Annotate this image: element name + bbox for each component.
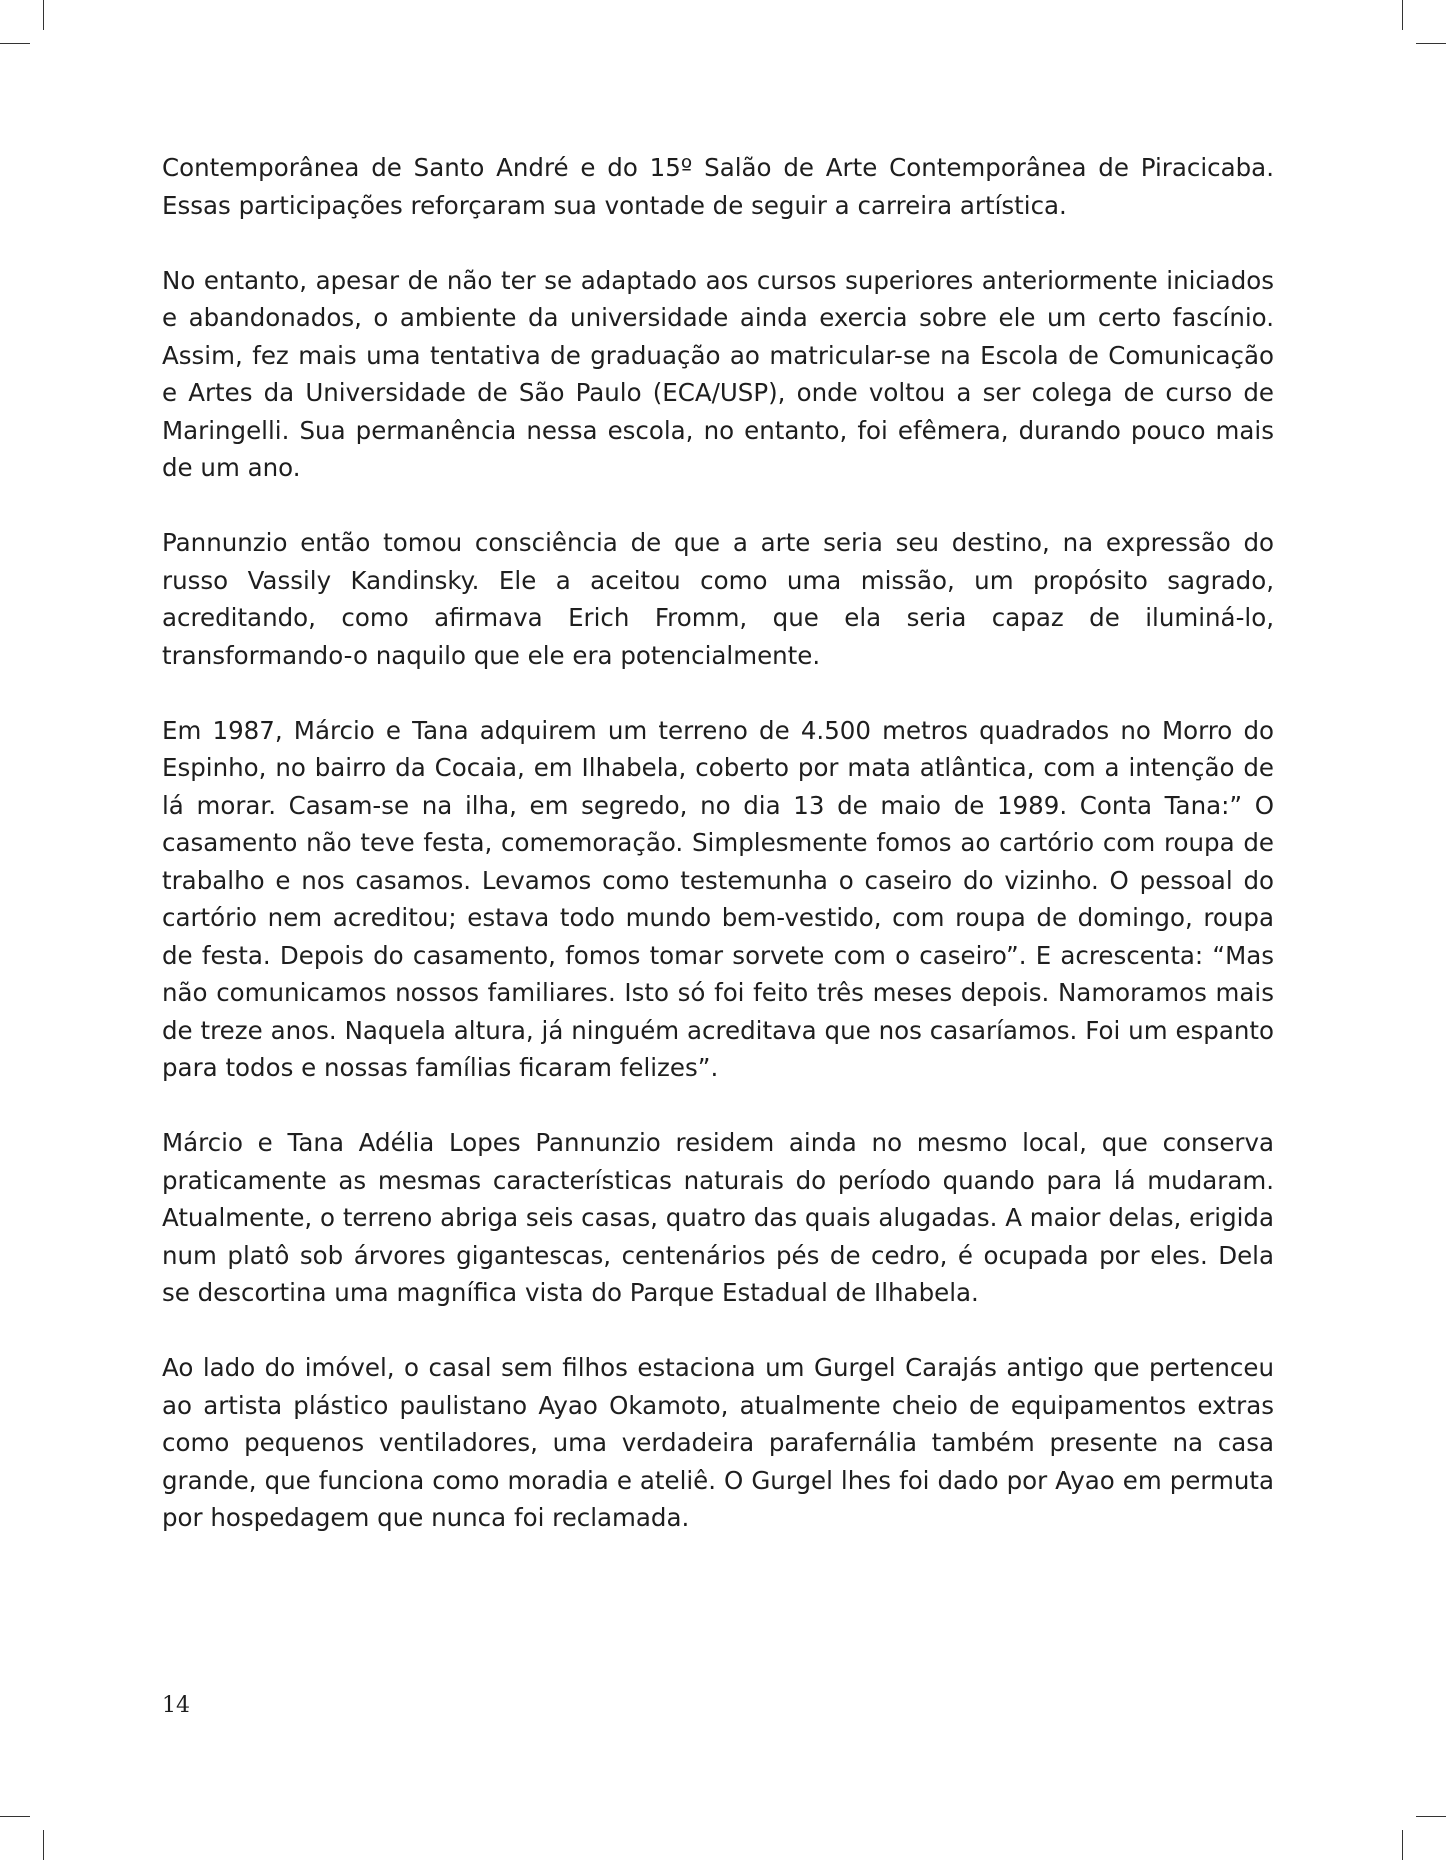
crop-mark-bottom-left-horizontal [0, 1816, 30, 1817]
crop-mark-top-left-vertical [43, 0, 44, 30]
paragraph: Pannunzio então tomou consciência de que a arte seria seu destino, na expressão do russo Vassily Kandinsky. Ele a aceitou como uma missão, um propósito sagrado, acreditando, como afirmava Erich Fromm, que ela seria capaz de iluminá-lo, transformando-o naquilo que ele era potencialmente. [162, 528, 1274, 670]
paragraph: Em 1987, Márcio e Tana adquirem um terreno de 4.500 metros quadrados no Morro do Espinho, no bairro da Cocaia, em Ilhabela, coberto por mata atlântica, com a intenção de lá morar. Casam-se na ilha, em segredo, no dia 13 de maio de 1989. Conta Tana:” O casamento não teve festa, comemoração. Simplesmente fomos ao cartório com roupa de trabalho e nos casamos. Levamos como testemunha o caseiro do vizinho. O pessoal do cartório nem acreditou; estava todo mundo bem-vestido, com roupa de domingo, roupa de festa. Depois do casamento, fomos tomar sorvete com o caseiro”. E acrescenta: “Mas não comunicamos nossos familiares. Isto só foi feito três meses depois. Namoramos mais de treze anos. Naquela altura, já ninguém acreditava que nos casaríamos. Foi um espanto para todos e nossas famílias ficaram felizes”. [162, 715, 1274, 1082]
paragraph: Márcio e Tana Adélia Lopes Pannunzio residem ainda no mesmo local, que conserva praticamente as mesmas características naturais do período quando para lá mudaram. Atualmente, o terreno abriga seis casas, quatro das quais alugadas. A maior delas, erigida num platô sob árvores gigantescas, centenários pés de cedro, é ocupada por eles. Dela se descortina uma magnífica vista do Parque Estadual de Ilhabela. [162, 1128, 1274, 1307]
crop-mark-top-right-vertical [1402, 0, 1403, 30]
body-text [162, 149, 1274, 1574]
crop-mark-top-right-horizontal [1416, 43, 1446, 44]
paragraph: No entanto, apesar de não ter se adaptado aos cursos superiores anteriormente iniciados e abandonados, o ambiente da universidade ainda exercia sobre ele um certo fascínio. Assim, fez mais uma tentativa de graduação ao matricular-se na Escola de Comunicação e Artes da Universidade de São Paulo (ECA/USP), onde voltou a ser colega de curso de Maringelli. Sua permanência nessa escola, no entanto, foi efêmera, durando pouco mais de um ano. [162, 265, 1274, 482]
paragraph: Contemporânea de Santo André e do 15º Salão de Arte Contemporânea de Piracicaba. Essas participações reforçaram sua vontade de seguir a carreira artística. [162, 153, 1274, 220]
crop-mark-bottom-right-vertical [1402, 1830, 1403, 1860]
crop-mark-top-left-horizontal [0, 43, 30, 44]
paragraph: Ao lado do imóvel, o casal sem filhos estaciona um Gurgel Carajás antigo que pertenceu ao artista plástico paulistano Ayao Okamoto, atualmente cheio de equipamentos extras como pequenos ventiladores, uma verdadeira parafernália também presente na casa grande, que funciona como moradia e ateliê. O Gurgel lhes foi dado por Ayao em permuta por hospedagem que nunca foi reclamada. [162, 1353, 1274, 1532]
crop-mark-bottom-left-vertical [43, 1830, 44, 1860]
page-number: 14 [162, 1693, 190, 1718]
crop-mark-bottom-right-horizontal [1416, 1816, 1446, 1817]
